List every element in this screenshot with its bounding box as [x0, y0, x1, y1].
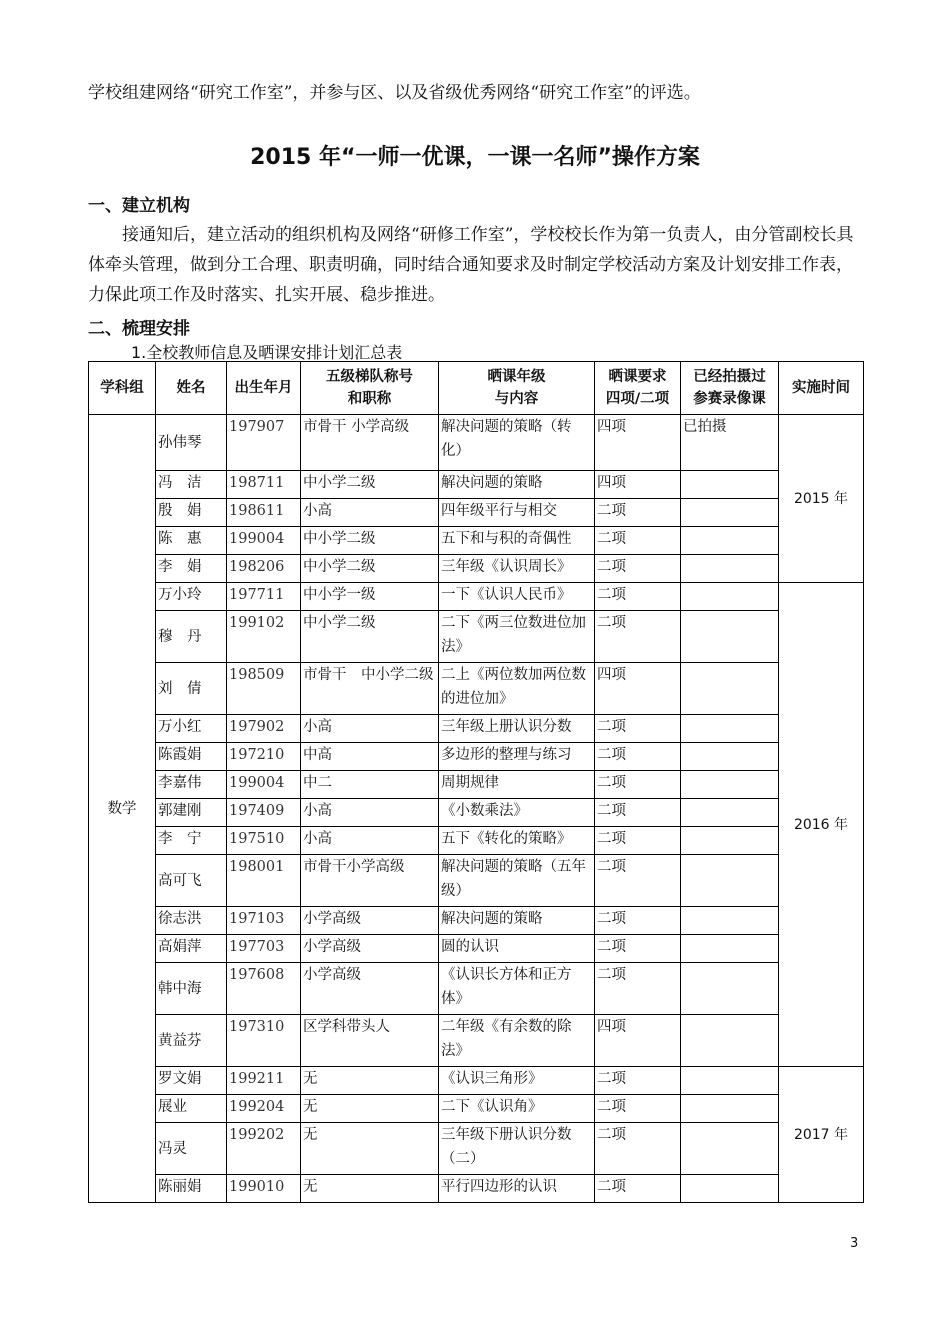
birth-cell: 197608 [227, 963, 301, 1015]
header-filmed: 已经拍摄过 参赛录像课 [681, 362, 779, 415]
filmed-cell [681, 527, 779, 555]
name-cell: 冯灵 [156, 1123, 227, 1175]
table-row [89, 963, 864, 1015]
birth-cell: 197409 [227, 799, 301, 827]
header-birth: 出生年月 [227, 362, 301, 415]
document-title: 2015 年“一师一优课，一课一名师”操作方案 [250, 145, 700, 170]
content-cell: 《认识三角形》 [439, 1067, 595, 1095]
content-cell: 五下《转化的策略》 [439, 827, 595, 855]
content-cell: 圆的认识 [439, 935, 595, 963]
birth-cell: 197103 [227, 907, 301, 935]
birth-cell: 197510 [227, 827, 301, 855]
title-cell: 小学高级 [301, 907, 439, 935]
table-row [89, 583, 864, 611]
title-cell: 市骨干 中小学二级 [301, 663, 439, 715]
table-row [89, 827, 864, 855]
name-cell: 陈丽娟 [156, 1175, 227, 1203]
requirement-cell: 四项 [595, 1015, 681, 1067]
teacher-schedule-table [88, 361, 864, 1203]
table-row [89, 855, 864, 907]
filmed-cell [681, 827, 779, 855]
filmed-cell [681, 1067, 779, 1095]
section-heading-2: 二、梳理安排 [88, 319, 190, 339]
section-heading-1: 一、建立机构 [88, 196, 190, 216]
title-cell: 小高 [301, 499, 439, 527]
content-cell: 解决问题的策略 [439, 471, 595, 499]
filmed-cell [681, 907, 779, 935]
table-header-row [89, 362, 864, 415]
title-cell: 中二 [301, 771, 439, 799]
header-name: 姓名 [156, 362, 227, 415]
filmed-cell [681, 1095, 779, 1123]
content-cell: 三年级《认识周长》 [439, 555, 595, 583]
requirement-cell: 二项 [595, 827, 681, 855]
requirement-cell: 二项 [595, 583, 681, 611]
title-cell: 小高 [301, 827, 439, 855]
birth-cell: 199004 [227, 527, 301, 555]
implementation-year-cell: 2017 年 [779, 1067, 864, 1203]
table-row [89, 907, 864, 935]
title-cell: 无 [301, 1123, 439, 1175]
implementation-year-cell: 2015 年 [779, 415, 864, 583]
table-row [89, 611, 864, 663]
name-cell: 陈霞娟 [156, 743, 227, 771]
content-cell: 《认识长方体和正方体》 [439, 963, 595, 1015]
name-cell: 冯 洁 [156, 471, 227, 499]
content-cell: 多边形的整理与练习 [439, 743, 595, 771]
name-cell: 高可飞 [156, 855, 227, 907]
table-row [89, 1095, 864, 1123]
title-cell: 中小学二级 [301, 471, 439, 499]
filmed-cell [681, 1015, 779, 1067]
birth-cell: 199010 [227, 1175, 301, 1203]
title-cell: 中小学二级 [301, 611, 439, 663]
requirement-cell: 四项 [595, 415, 681, 471]
birth-cell: 198001 [227, 855, 301, 907]
requirement-cell: 二项 [595, 743, 681, 771]
birth-cell: 198509 [227, 663, 301, 715]
birth-cell: 198711 [227, 471, 301, 499]
table-row [89, 499, 864, 527]
requirement-cell: 二项 [595, 1067, 681, 1095]
filmed-cell [681, 855, 779, 907]
birth-cell: 197210 [227, 743, 301, 771]
section-body-1: 接通知后，建立活动的组织机构及网络“研修工作室”，学校校长作为第一负责人，由分管副校长具体牵头管理，做到分工合理、职责明确，同时结合通知要求及时制定学校活动方案及计划安排工作表，力保此项工作及时落实、扎实开展、稳步推进。 [88, 225, 854, 305]
name-cell: 高娟萍 [156, 935, 227, 963]
requirement-cell: 二项 [595, 1095, 681, 1123]
title-cell: 小学高级 [301, 963, 439, 1015]
title-cell: 市骨干小学高级 [301, 855, 439, 907]
requirement-cell: 二项 [595, 935, 681, 963]
table-row [89, 771, 864, 799]
title-cell: 中高 [301, 743, 439, 771]
title-cell: 无 [301, 1095, 439, 1123]
requirement-cell: 二项 [595, 799, 681, 827]
requirement-cell: 二项 [595, 907, 681, 935]
birth-cell: 197907 [227, 415, 301, 471]
table-row [89, 1123, 864, 1175]
content-cell: 二年级《有余数的除法》 [439, 1015, 595, 1067]
content-cell: 二下《两三位数进位加法》 [439, 611, 595, 663]
filmed-cell [681, 583, 779, 611]
table-caption: 1.全校教师信息及晒课安排计划汇总表 [131, 343, 403, 362]
content-cell: 二上《两位数加两位数的进位加》 [439, 663, 595, 715]
filmed-cell [681, 743, 779, 771]
filmed-cell [681, 771, 779, 799]
content-cell: 三年级上册认识分数 [439, 715, 595, 743]
table-row [89, 1067, 864, 1095]
name-cell: 孙伟琴 [156, 415, 227, 471]
page-number: 3 [850, 1236, 859, 1251]
table-row [89, 1175, 864, 1203]
birth-cell: 198611 [227, 499, 301, 527]
name-cell: 李嘉伟 [156, 771, 227, 799]
content-cell: 解决问题的策略（转化） [439, 415, 595, 471]
filmed-cell [681, 611, 779, 663]
header-subject: 学科组 [89, 362, 156, 415]
requirement-cell: 二项 [595, 611, 681, 663]
filmed-cell [681, 663, 779, 715]
name-cell: 展业 [156, 1095, 227, 1123]
content-cell: 二下《认识角》 [439, 1095, 595, 1123]
table-row [89, 555, 864, 583]
table-row [89, 663, 864, 715]
name-cell: 万小红 [156, 715, 227, 743]
table-row [89, 1015, 864, 1067]
requirement-cell: 二项 [595, 715, 681, 743]
table-row [89, 935, 864, 963]
title-cell: 市骨干 小学高级 [301, 415, 439, 471]
header-requirement: 晒课要求 四项/二项 [595, 362, 681, 415]
intro-line: 学校组建网络“研究工作室”，并参与区、以及省级优秀网络“研究工作室”的评选。 [88, 83, 701, 103]
name-cell: 黄益芬 [156, 1015, 227, 1067]
title-cell: 无 [301, 1175, 439, 1203]
title-cell: 小学高级 [301, 935, 439, 963]
title-cell: 无 [301, 1067, 439, 1095]
filmed-cell [681, 555, 779, 583]
birth-cell: 197703 [227, 935, 301, 963]
name-cell: 罗文娟 [156, 1067, 227, 1095]
content-cell: 解决问题的策略 [439, 907, 595, 935]
filmed-cell [681, 799, 779, 827]
content-cell: 解决问题的策略（五年级） [439, 855, 595, 907]
header-title: 五级梯队称号 和职称 [301, 362, 439, 415]
filmed-cell [681, 1123, 779, 1175]
content-cell: 一下《认识人民币》 [439, 583, 595, 611]
content-cell: 五下和与积的奇偶性 [439, 527, 595, 555]
title-cell: 小高 [301, 715, 439, 743]
birth-cell: 199202 [227, 1123, 301, 1175]
name-cell: 穆 丹 [156, 611, 227, 663]
filmed-cell: 已拍摄 [681, 415, 779, 471]
birth-cell: 199204 [227, 1095, 301, 1123]
name-cell: 万小玲 [156, 583, 227, 611]
header-time: 实施时间 [779, 362, 864, 415]
birth-cell: 199211 [227, 1067, 301, 1095]
requirement-cell: 二项 [595, 527, 681, 555]
title-cell: 中小学二级 [301, 555, 439, 583]
content-cell: 周期规律 [439, 771, 595, 799]
requirement-cell: 二项 [595, 555, 681, 583]
requirement-cell: 二项 [595, 1175, 681, 1203]
content-cell: 《小数乘法》 [439, 799, 595, 827]
requirement-cell: 二项 [595, 1123, 681, 1175]
table-row [89, 415, 864, 471]
filmed-cell [681, 963, 779, 1015]
birth-cell: 199102 [227, 611, 301, 663]
birth-cell: 197310 [227, 1015, 301, 1067]
content-cell: 平行四边形的认识 [439, 1175, 595, 1203]
name-cell: 陈 惠 [156, 527, 227, 555]
requirement-cell: 二项 [595, 499, 681, 527]
name-cell: 李 娟 [156, 555, 227, 583]
birth-cell: 197902 [227, 715, 301, 743]
table-row [89, 527, 864, 555]
title-cell: 中小学二级 [301, 527, 439, 555]
name-cell: 徐志洪 [156, 907, 227, 935]
requirement-cell: 四项 [595, 663, 681, 715]
title-cell: 小高 [301, 799, 439, 827]
content-cell: 四年级平行与相交 [439, 499, 595, 527]
name-cell: 韩中海 [156, 963, 227, 1015]
table-row [89, 799, 864, 827]
name-cell: 刘 倩 [156, 663, 227, 715]
filmed-cell [681, 935, 779, 963]
filmed-cell [681, 715, 779, 743]
filmed-cell [681, 1175, 779, 1203]
requirement-cell: 二项 [595, 855, 681, 907]
filmed-cell [681, 499, 779, 527]
table-row [89, 715, 864, 743]
requirement-cell: 二项 [595, 963, 681, 1015]
name-cell: 殷 娟 [156, 499, 227, 527]
birth-cell: 197711 [227, 583, 301, 611]
implementation-year-cell: 2016 年 [779, 583, 864, 1067]
title-cell: 中小学一级 [301, 583, 439, 611]
title-cell: 区学科带头人 [301, 1015, 439, 1067]
requirement-cell: 二项 [595, 771, 681, 799]
header-content: 晒课年级 与内容 [439, 362, 595, 415]
filmed-cell [681, 471, 779, 499]
birth-cell: 198206 [227, 555, 301, 583]
subject-cell: 数学 [89, 415, 156, 1203]
birth-cell: 199004 [227, 771, 301, 799]
name-cell: 李 宁 [156, 827, 227, 855]
table-row [89, 743, 864, 771]
content-cell: 三年级下册认识分数（二） [439, 1123, 595, 1175]
table-row [89, 471, 864, 499]
name-cell: 郭建刚 [156, 799, 227, 827]
requirement-cell: 四项 [595, 471, 681, 499]
